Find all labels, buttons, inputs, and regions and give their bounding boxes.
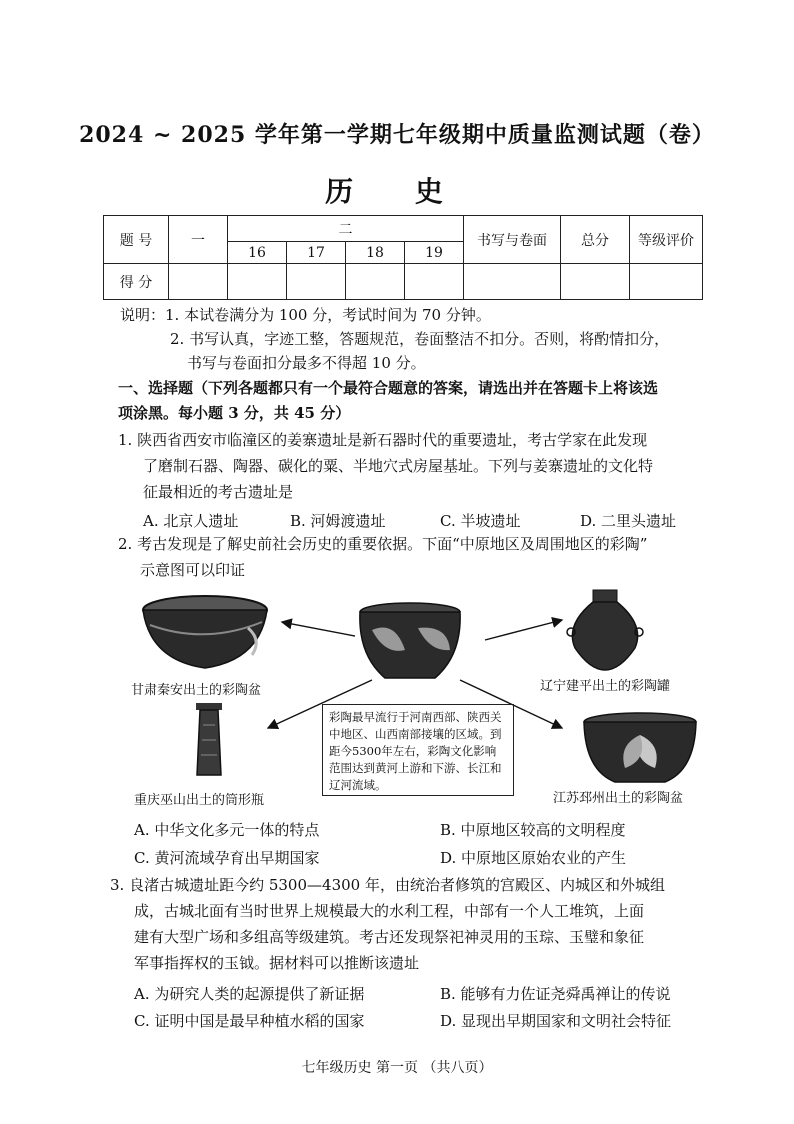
caption-liaoning: 辽宁建平出土的彩陶罐	[540, 679, 671, 694]
pottery-note-box: 彩陶最早流行于河南西部、陕西关中地区、山西南部接壤的区域。到距今5300年左右，彩陶文化影响范围达到黄河上游和下游、长江和辽河流域。	[322, 704, 514, 796]
instructions-line-1: 说明：1. 本试卷满分为 100 分，考试时间为 70 分钟。	[120, 306, 491, 324]
subject-title: 历 史	[325, 175, 469, 208]
question-2-line-1: 2. 考古发现是了解史前社会历史的重要依据。下面“中原地区及周围地区的彩陶”	[118, 535, 648, 553]
jiangsu-painted-basin-image	[584, 713, 696, 782]
question-3-line-3: 建有大型广场和多组高等级建筑。考古还发现祭祀神灵用的玉琮、玉璧和象征	[134, 928, 645, 946]
question-1-option-d[interactable]: D. 二里头遗址	[580, 512, 677, 530]
arrow-to-gansu	[282, 622, 355, 636]
score-table-col-grade: 等级评价	[630, 216, 703, 264]
question-2-option-a[interactable]: A. 中华文化多元一体的特点	[134, 821, 320, 839]
score-table-col-total: 总分	[561, 216, 630, 264]
gansu-painted-basin-image	[143, 596, 267, 668]
score-table-col-one: 一	[169, 216, 228, 264]
score-table-sub-col: 18	[346, 242, 405, 264]
question-3-line-4: 军事指挥权的玉钺。据材料可以推断该遗址	[134, 954, 420, 972]
exam-title: 2024 ~ 2025 学年第一学期七年级期中质量监测试题（卷）	[79, 122, 715, 148]
caption-gansu: 甘肃秦安出土的彩陶盆	[131, 683, 262, 698]
score-table-item-label: 题 号	[104, 216, 169, 264]
question-1-line-2: 了磨制石器、陶器、碳化的粟、半地穴式房屋基址。下列与姜寨遗址的文化特	[143, 457, 654, 475]
score-table-col-writing: 书写与卷面	[464, 216, 561, 264]
score-table-sub-col: 17	[287, 242, 346, 264]
instructions-line-3: 书写与卷面扣分最多不得超 10 分。	[187, 354, 426, 372]
question-3-option-c[interactable]: C. 证明中国是最早种植水稻的国家	[134, 1012, 365, 1030]
chongqing-tubular-vase-image	[196, 703, 222, 775]
section-heading-line-1: 一、选择题（下列各题都只有一个最符合题意的答案，请选出并在答题卡上将该选	[118, 379, 659, 397]
central-painted-pot-image	[360, 603, 460, 678]
question-3-option-d[interactable]: D. 显现出早期国家和文明社会特征	[440, 1012, 672, 1030]
liaoning-painted-jar-image	[567, 590, 643, 670]
section-heading-line-2: 项涂黑。每小题 3 分，共 45 分）	[118, 404, 351, 422]
caption-chongqing: 重庆巫山出土的筒形瓶	[134, 793, 265, 808]
page-footer: 七年级历史 第一页 （共八页）	[301, 1060, 493, 1076]
score-table-sub-col: 16	[228, 242, 287, 264]
question-3-line-1: 3. 良渚古城遗址距今约 5300—4300 年，由统治者修筑的宫殿区、内城区和外城组	[110, 876, 665, 894]
question-3-option-b[interactable]: B. 能够有力佐证尧舜禹禅让的传说	[440, 985, 671, 1003]
score-table-col-two: 二	[228, 216, 464, 242]
arrow-to-liaoning	[485, 620, 562, 640]
score-table-score-label: 得 分	[104, 264, 169, 300]
question-3-line-2: 成，古城北面有当时世界上规模最大的水利工程，中部有一个人工堆筑，上面	[134, 902, 645, 920]
caption-jiangsu: 江苏邳州出土的彩陶盆	[553, 791, 684, 806]
question-2-option-b[interactable]: B. 中原地区较高的文明程度	[440, 821, 626, 839]
question-1-option-b[interactable]: B. 河姆渡遗址	[290, 512, 386, 530]
question-2-option-c[interactable]: C. 黄河流域孕育出早期国家	[134, 849, 320, 867]
score-table-sub-col: 19	[405, 242, 464, 264]
question-3-option-a[interactable]: A. 为研究人类的起源提供了新证据	[134, 985, 365, 1003]
question-1-line-1: 1. 陕西省西安市临潼区的姜寨遗址是新石器时代的重要遗址，考古学家在此发现	[118, 431, 648, 449]
question-1-option-c[interactable]: C. 半坡遗址	[440, 512, 521, 530]
question-1-line-3: 征最相近的考古遗址是	[143, 483, 294, 501]
question-2-option-d[interactable]: D. 中原地区原始农业的产生	[440, 849, 627, 867]
instructions-line-2: 2. 书写认真，字迹工整，答题规范，卷面整洁不扣分。否则，将酌情扣分，	[170, 330, 670, 348]
question-2-line-2: 示意图可以印证	[140, 561, 246, 579]
question-1-option-a[interactable]: A. 北京人遗址	[143, 512, 239, 530]
